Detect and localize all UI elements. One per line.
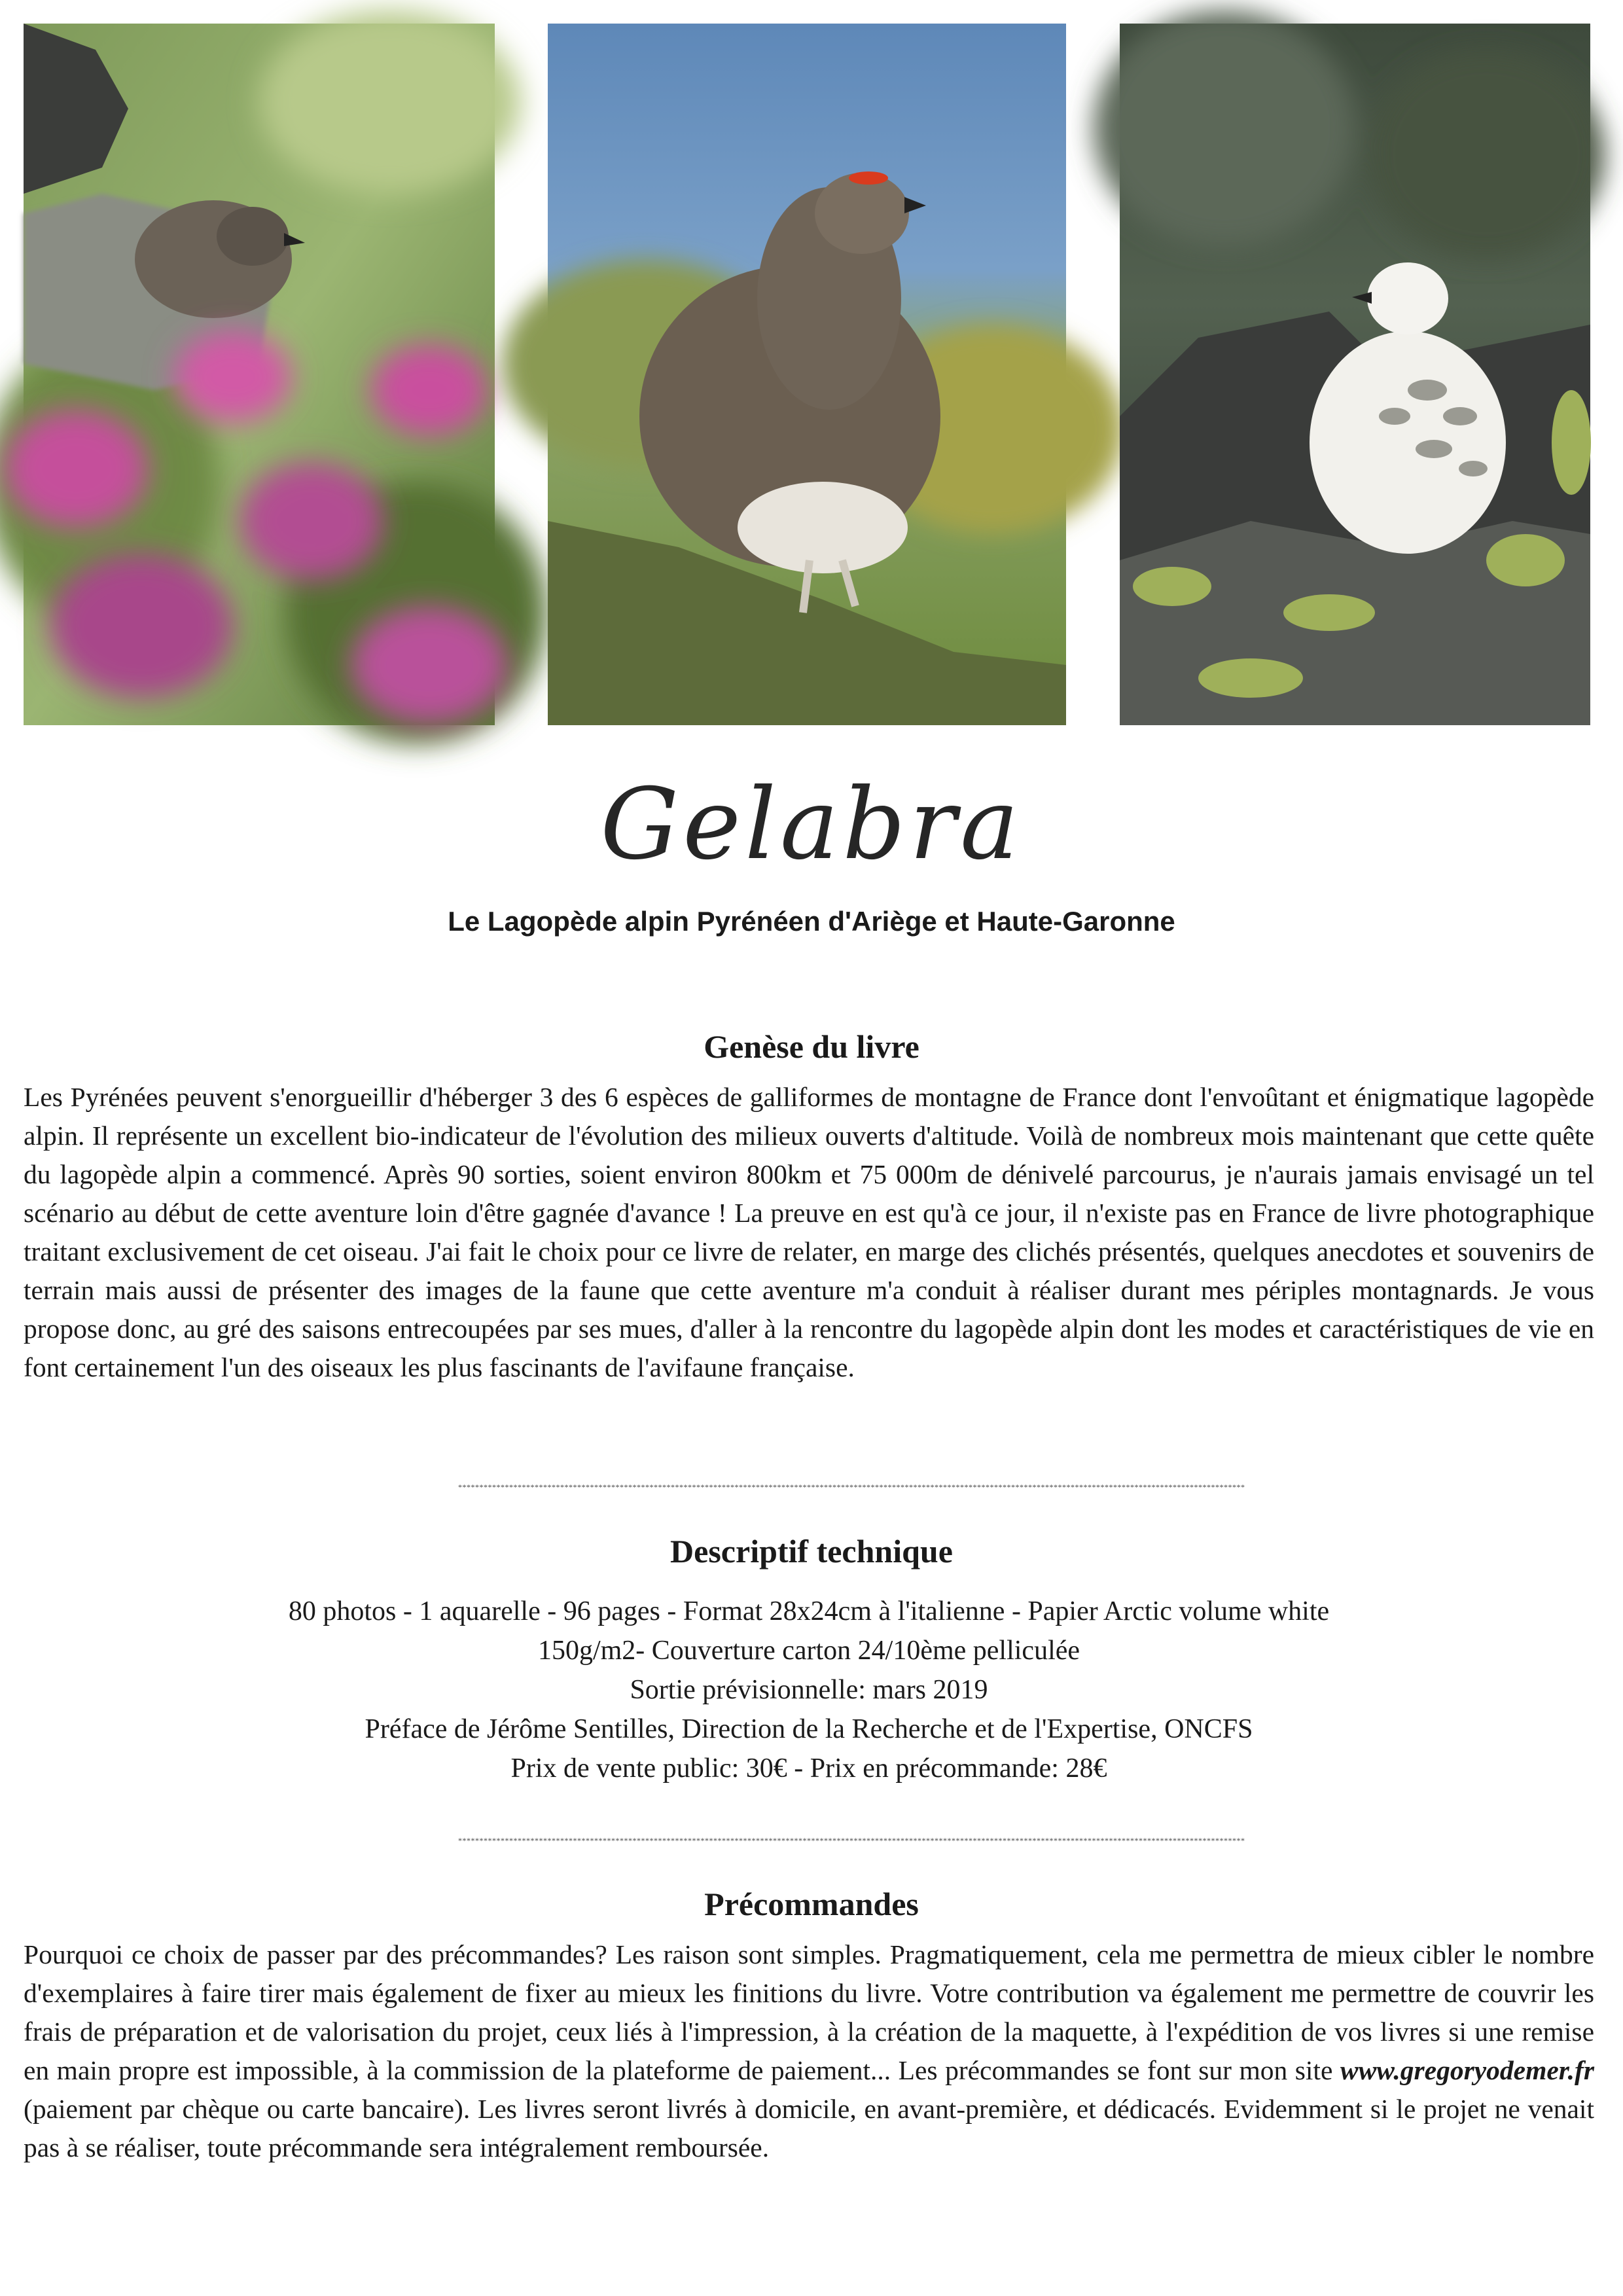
separator-2: *****************************************************************************************************************************************************************************************	[458, 1836, 1245, 1845]
heading-precommandes: Précommandes	[704, 1886, 919, 1922]
photo-ptarmigan-winter-rocks	[1120, 24, 1590, 725]
spec-line: 80 photos - 1 aquarelle - 96 pages - Format 28x24cm à l'italienne - Papier Arctic volume white	[288, 1596, 1330, 1626]
spec-line: 150g/m2- Couverture carton 24/10ème pelliculée	[537, 1636, 1080, 1666]
book-title: Gelabra	[600, 768, 1023, 882]
precommandes-text-end: (paiement par chèque ou carte bancaire). Les livres seront livrés à domicile, en avant-première, et dédicacés. Evidemment si le projet ne venait pas à se réaliser, toute précommande sera intégralement remboursée.	[24, 2094, 1594, 2162]
precommandes-text-start: Pourquoi ce choix de passer par des précommandes? Les raison sont simples. Pragmatiquement, cela me permettra de mieux cibler le nombre d'exemplaires à faire tirer mais également de fixer au mieux les finitions du livre. Votre contribution va également me permettre de couvrir les frais de préparation et de valorisation du projet, ceux liés à l'impression, à la création de la maquette, à l'expédition de vos livres si une remise en main propre est impossible, à la commission de la plateforme de paiement... Les précommandes se font sur mon site	[24, 1939, 1594, 2085]
precommandes-paragraph	[24, 1935, 1594, 2167]
photo-ptarmigan-rock-flowers	[24, 24, 495, 725]
heading-genese: Genèse du livre	[704, 1028, 919, 1065]
spec-line: Préface de Jérôme Sentilles, Direction de la Recherche et de l'Expertise, ONCFS	[365, 1714, 1253, 1744]
website-link[interactable]: www.gregoryodemer.fr	[1340, 2055, 1594, 2085]
separator-1: *****************************************************************************************************************************************************************************************	[458, 1482, 1245, 1492]
descriptif-list	[24, 1592, 1594, 1788]
book-subtitle: Le Lagopède alpin Pyrénéen d'Ariège et Haute-Garonne	[448, 906, 1175, 937]
photo-ptarmigan-summer-sky	[548, 24, 1066, 725]
spec-line: Prix de vente public: 30€ - Prix en précommande: 28€	[510, 1753, 1107, 1784]
genese-paragraph: Les Pyrénées peuvent s'enorgueillir d'héberger 3 des 6 espèces de galliformes de montagne de France dont l'envoûtant et énigmatique lagopède alpin. Il représente un excellent bio-indicateur de l'évolution des milieux ouverts d'altitude. Voilà de nombreux mois maintenant que cette quête du lagopède alpin a commencé. Après 90 sorties, soient environ 800km et 75 000m de dénivelé parcourus, je n'aurais jamais envisagé un tel scénario au début de cette aventure loin d'être gagnée d'avance ! La preuve en est qu'à ce jour, il n'existe pas en France de livre photographique traitant exclusivement de cet oiseau. J'ai fait le choix pour ce livre de relater, en marge des clichés présentés, quelques anecdotes et souvenirs de terrain mais aussi de présenter des images de la faune que cette aventure m'a conduit à réaliser durant mes périples montagnards. Je vous propose donc, au gré des saisons entrecoupées par ses mues, d'aller à la rencontre du lagopède alpin dont les modes et caractéristiques de vie en font certainement l'un des oiseaux les plus fascinants de l'avifaune française.	[24, 1082, 1594, 1382]
heading-descriptif: Descriptif technique	[670, 1533, 953, 1570]
spec-line: Sortie prévisionnelle: mars 2019	[630, 1675, 988, 1705]
